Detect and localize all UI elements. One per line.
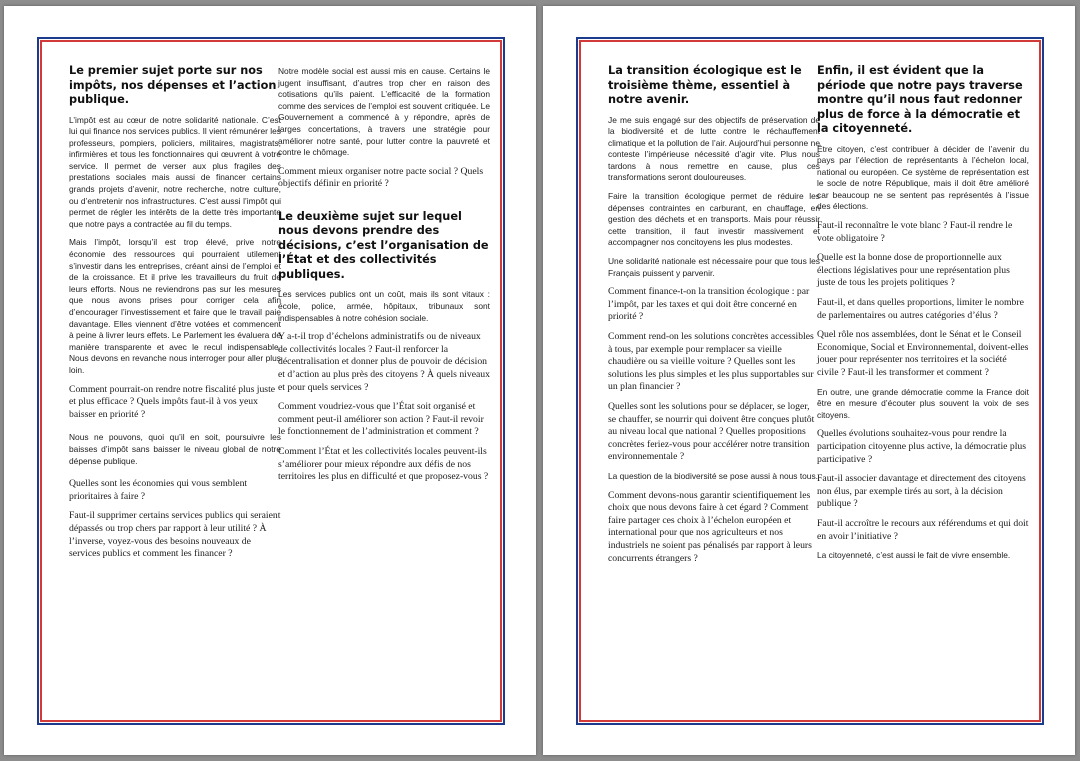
left-page xyxy=(4,6,536,755)
question: Comment pourrait-on rendre notre fiscalité plus juste et plus efficace ? Quels impôts faut-il à vos yeux baisser en priorité ? xyxy=(69,383,276,420)
question: Faut-il associer davantage et directement des citoyens non élus, par exemple tirés au sort, à la décision publique ? xyxy=(817,473,1026,510)
question: Quelles sont les économies qui vous semblent prioritaires à faire ? xyxy=(69,478,248,502)
paragraph: Faire la transition écologique permet de réduire les dépenses contraintes en carburant, en chauffage, en gestion des déchets et en transports. Mais pour réussir cette transition, il faut investir massivement et accompagner nos concitoyens les plus modestes. xyxy=(608,191,820,248)
question: Comment devons-nous garantir scientifiquement les choix que nous devons faire à cet égard ? Comment faire partager ces choix à l’échelon européen et international pour que nos agriculteurs et nos industriels ne soient pas pénalisés par rapport à leurs concurrents étrangers ? xyxy=(608,489,812,564)
question: Comment finance-t-on la transition écologique : par l’impôt, par les taxes et qui doit être concerné en priorité ? xyxy=(608,286,810,323)
paragraph: En outre, une grande démocratie comme la France doit être en mesure d’écouter plus souvent la voix de ses citoyens. xyxy=(817,386,1029,420)
question: Comment mieux organiser notre pacte social ? Quels objectifs définir en priorité ? xyxy=(278,165,484,190)
paragraph: Nous ne pouvons, quoi qu’il en soit, poursuivre les baisses d’impôt sans baisser le niveau global de notre dépense publique. xyxy=(69,432,281,466)
section-heading-taxes: Le premier sujet porte sur nos impôts, nos dépenses et l’action publique. xyxy=(69,64,277,106)
paragraph: Je me suis engagé sur des objectifs de préservation de la biodiversité et de lutte contre le réchauffement climatique et la pollution de l’air. Aujourd’hui personne ne conteste l’impérieuse nécessité d’agir vite. Plus nous tardons à nous remettre en cause, plus ces transformations seront douloureuses. xyxy=(608,114,820,183)
right-page-column-1 xyxy=(608,64,820,572)
question: Comment l’État et les collectivités locales peuvent-ils s’améliorer pour mieux répondre aux défis de nos territoires les plus en difficulté et que proposez-vous ? xyxy=(278,445,489,483)
section-heading-ecology: La transition écologique est le troisième thème, essentiel à notre avenir. xyxy=(608,64,802,106)
question: Faut-il, et dans quelles proportions, limiter le nombre de parlementaires ou autres catégories d’élus ? xyxy=(817,297,1024,321)
right-page xyxy=(543,6,1075,755)
question: Faut-il reconnaître le vote blanc ? Faut-il rendre le vote obligatoire ? xyxy=(817,220,1013,244)
paragraph: L’impôt est au cœur de notre solidarité nationale. C’est lui qui finance nos services publics. Il vient rémunérer les professeurs, pompiers, policiers, militaires, magistrats, infirmières et tous les fonctionnaires qui œuvrent à votre service. Il permet de verser aux plus fragiles des prestations sociales mais aussi de financer certains grands projets d’avenir, notre recherche, notre culture, ou d’entretenir nos infrastructures. C’est aussi l’impôt qui permet de régler les intérêts de la dette très importante que notre pays a contractée au fil du temps. xyxy=(69,114,281,229)
paragraph: Notre modèle social est aussi mis en cause. Certains le jugent insuffisant, d’autres trop cher en raison des cotisations qu’ils paient. L’efficacité de la formation comme des services de l’emploi est souvent critiquée. Le Gouvernement a commencé à y répondre, après de larges concertations, à travers une stratégie pour améliorer notre santé, pour lutter contre la pauvreté et contre le chômage. xyxy=(278,66,490,158)
paragraph: La citoyenneté, c’est aussi le fait de vivre ensemble. xyxy=(817,550,1011,561)
left-page-column-1 xyxy=(69,64,281,568)
question: Comment voudriez-vous que l’État soit organisé et comment peut-il améliorer son action ? Faut-il revoir le fonctionnement de l’administration et comment ? xyxy=(278,401,484,438)
question: Faut-il supprimer certains services publics qui seraient dépassés ou trop chers par rapport à leur utilité ? À l’inverse, voyez-vous des besoins nouveaux de services publics et comment les financer ? xyxy=(69,510,281,560)
section-heading-democracy: Enfin, il est évident que la période que notre pays traverse montre qu’il nous faut redonner plus de force à la démocratie et la citoyenneté. xyxy=(817,64,1023,135)
question: Quelle est la bonne dose de proportionnelle aux élections législatives pour une représentation plus juste de tous les projets politiques ? xyxy=(817,252,1010,289)
paragraph: Une solidarité nationale est nécessaire pour que tous les Français puissent y parvenir. xyxy=(608,256,820,278)
paragraph: Les services publics ont un coût, mais ils sont vitaux : école, police, armée, hôpitaux, tribunaux sont indispensables à notre cohésion sociale. xyxy=(278,289,490,323)
question: Quel rôle nos assemblées, dont le Sénat et le Conseil Economique, Social et Environnemental, doivent-elles jouer pour représenter nos territoires et la société civile ? Faut-il les transformer et comment ? xyxy=(817,329,1029,378)
left-page-column-2 xyxy=(278,64,490,491)
question: Y a-t-il trop d’échelons administratifs ou de niveaux de collectivités locales ? Faut-il renforcer la décentralisation et donner plus de pouvoir de décision et d’action au plus près des citoyens ? À quels niveaux et pour quels services ? xyxy=(278,331,490,393)
paragraph: La question de la biodiversité se pose aussi à nous tous. xyxy=(608,470,818,481)
paragraph: Être citoyen, c’est contribuer à décider de l’avenir du pays par l’élection de représentants à l’échelon local, national ou européen. Ce système de représentation est le socle de notre République, mais il doit être amélioré car beaucoup ne se sentent pas représentés à l’issue des élections. xyxy=(817,143,1029,212)
right-page-column-2 xyxy=(817,64,1029,569)
question: Faut-il accroître le recours aux référendums et qui doit en avoir l’initiative ? xyxy=(817,517,1029,542)
question: Quelles évolutions souhaitez-vous pour rendre la participation citoyenne plus active, la démocratie plus participative ? xyxy=(817,428,1027,465)
question: Quelles sont les solutions pour se déplacer, se loger, se chauffer, se nourrir qui doivent être conçues plutôt au niveau local que national ? Quelles propositions concrètes feriez-vous pour accélérer notre transition environnementale ? xyxy=(608,400,815,463)
section-heading-state-organisation: Le deuxième sujet sur lequel nous devons prendre des décisions, c’est l’organisation de l’État et des collectivités publiques. xyxy=(278,209,489,281)
paragraph: Mais l’impôt, lorsqu’il est trop élevé, prive notre économie des ressources qui pourraient utilement s’investir dans les entreprises, créant ainsi de l’emploi et de la croissance. Et il prive les travailleurs du fruit de leurs efforts. Nous ne reviendrons pas sur les mesures que nous avons prises pour corriger cela afin d’encourager l’investissement et faire que le travail paie davantage. Elles viennent d’être votées et commencent à peine à livrer leurs effets. Le Parlement les évaluera de manière transparente et avec le recul indispensable. Nous devons en revanche nous interroger pour aller plus loin. xyxy=(69,237,281,375)
question: Comment rend-on les solutions concrètes accessibles à tous, par exemple pour remplacer sa vieille chaudière ou sa vieille voiture ? Quelles sont les solutions les plus simples et les plus supportables sur un plan financier ? xyxy=(608,331,814,393)
